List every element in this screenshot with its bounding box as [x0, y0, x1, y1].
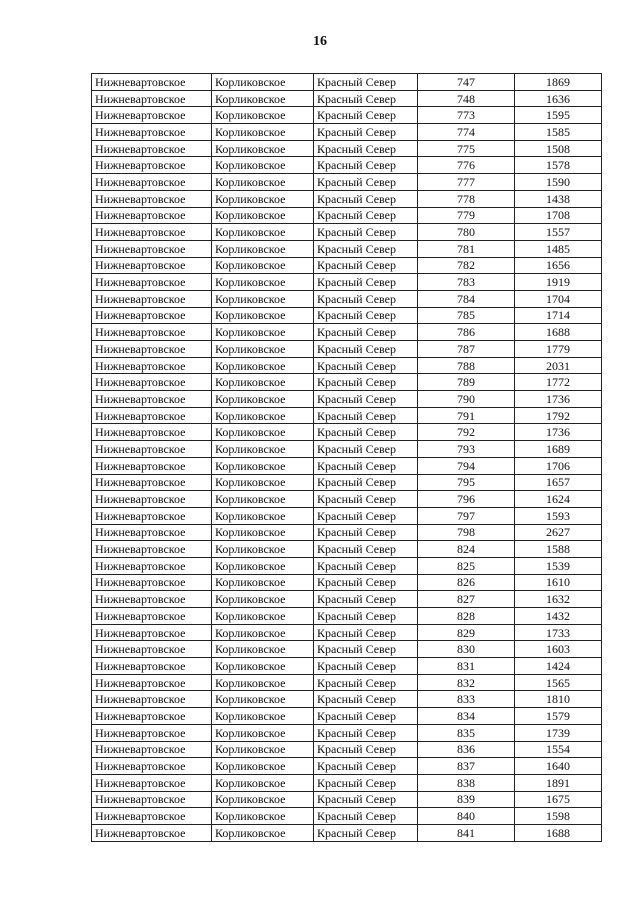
table-row — [92, 524, 602, 541]
well-number-cell: 839 — [418, 791, 515, 808]
table-row — [92, 107, 602, 124]
company-cell: Красный Север — [314, 174, 418, 191]
district-cell: Нижневартовское — [92, 741, 212, 758]
well-number-cell: 835 — [418, 724, 515, 741]
district-cell: Нижневартовское — [92, 441, 212, 458]
company-cell: Красный Север — [314, 574, 418, 591]
table-row — [92, 591, 602, 608]
field-cell: Корликовское — [212, 257, 314, 274]
company-cell: Красный Север — [314, 124, 418, 141]
company-cell: Красный Север — [314, 357, 418, 374]
district-cell: Нижневартовское — [92, 474, 212, 491]
well-number-cell: 782 — [418, 257, 515, 274]
field-cell: Корликовское — [212, 307, 314, 324]
field-cell: Корликовское — [212, 641, 314, 658]
company-cell: Красный Север — [314, 791, 418, 808]
field-cell: Корликовское — [212, 507, 314, 524]
district-cell: Нижневартовское — [92, 691, 212, 708]
depth-cell: 1485 — [515, 240, 602, 257]
district-cell: Нижневартовское — [92, 157, 212, 174]
well-number-cell: 748 — [418, 90, 515, 107]
depth-cell: 1595 — [515, 107, 602, 124]
company-cell: Красный Север — [314, 391, 418, 408]
well-number-cell: 783 — [418, 274, 515, 291]
depth-cell: 1557 — [515, 224, 602, 241]
depth-cell: 1588 — [515, 541, 602, 558]
table-row — [92, 758, 602, 775]
district-cell: Нижневартовское — [92, 424, 212, 441]
company-cell: Красный Север — [314, 474, 418, 491]
field-cell: Корликовское — [212, 274, 314, 291]
company-cell: Красный Север — [314, 491, 418, 508]
depth-cell: 1610 — [515, 574, 602, 591]
page-number: 16 — [313, 34, 327, 49]
company-cell: Красный Север — [314, 374, 418, 391]
table-row — [92, 741, 602, 758]
table-row — [92, 441, 602, 458]
table-row — [92, 240, 602, 257]
table-row — [92, 74, 602, 91]
well-number-cell: 790 — [418, 391, 515, 408]
district-cell: Нижневартовское — [92, 491, 212, 508]
district-cell: Нижневартовское — [92, 808, 212, 825]
district-cell: Нижневартовское — [92, 824, 212, 841]
table-row — [92, 774, 602, 791]
table-row — [92, 224, 602, 241]
depth-cell: 1779 — [515, 341, 602, 358]
company-cell: Красный Север — [314, 74, 418, 91]
table-row — [92, 641, 602, 658]
well-number-cell: 829 — [418, 624, 515, 641]
company-cell: Красный Север — [314, 407, 418, 424]
field-cell: Корликовское — [212, 457, 314, 474]
depth-cell: 2627 — [515, 524, 602, 541]
depth-cell: 1736 — [515, 391, 602, 408]
field-cell: Корликовское — [212, 541, 314, 558]
table-row — [92, 557, 602, 574]
table-row — [92, 491, 602, 508]
table-row — [92, 724, 602, 741]
well-number-cell: 824 — [418, 541, 515, 558]
table-row — [92, 307, 602, 324]
field-cell: Корликовское — [212, 124, 314, 141]
well-number-cell: 778 — [418, 190, 515, 207]
depth-cell: 1640 — [515, 758, 602, 775]
depth-cell: 1657 — [515, 474, 602, 491]
field-cell: Корликовское — [212, 174, 314, 191]
well-number-cell: 797 — [418, 507, 515, 524]
district-cell: Нижневартовское — [92, 290, 212, 307]
well-number-cell: 773 — [418, 107, 515, 124]
company-cell: Красный Север — [314, 207, 418, 224]
table-row — [92, 124, 602, 141]
depth-cell: 1689 — [515, 441, 602, 458]
company-cell: Красный Север — [314, 90, 418, 107]
table-row — [92, 674, 602, 691]
depth-cell: 1603 — [515, 641, 602, 658]
well-number-cell: 837 — [418, 758, 515, 775]
well-number-cell: 791 — [418, 407, 515, 424]
well-number-cell: 789 — [418, 374, 515, 391]
field-cell: Корликовское — [212, 240, 314, 257]
field-cell: Корликовское — [212, 90, 314, 107]
field-cell: Корликовское — [212, 157, 314, 174]
district-cell: Нижневартовское — [92, 124, 212, 141]
table-row — [92, 608, 602, 625]
depth-cell: 1675 — [515, 791, 602, 808]
field-cell: Корликовское — [212, 491, 314, 508]
company-cell: Красный Север — [314, 441, 418, 458]
well-number-cell: 833 — [418, 691, 515, 708]
depth-cell: 1565 — [515, 674, 602, 691]
well-number-cell: 794 — [418, 457, 515, 474]
table-row — [92, 407, 602, 424]
depth-cell: 1632 — [515, 591, 602, 608]
field-cell: Корликовское — [212, 724, 314, 741]
table-row — [92, 190, 602, 207]
table-row — [92, 541, 602, 558]
well-number-cell: 795 — [418, 474, 515, 491]
well-number-cell: 830 — [418, 641, 515, 658]
table-row — [92, 391, 602, 408]
table-row — [92, 507, 602, 524]
well-number-cell: 781 — [418, 240, 515, 257]
well-number-cell: 774 — [418, 124, 515, 141]
field-cell: Корликовское — [212, 574, 314, 591]
field-cell: Корликовское — [212, 224, 314, 241]
table-row — [92, 574, 602, 591]
table-row — [92, 174, 602, 191]
well-number-cell: 798 — [418, 524, 515, 541]
table-row — [92, 274, 602, 291]
field-cell: Корликовское — [212, 557, 314, 574]
depth-cell: 1714 — [515, 307, 602, 324]
company-cell: Красный Север — [314, 524, 418, 541]
district-cell: Нижневартовское — [92, 357, 212, 374]
district-cell: Нижневартовское — [92, 674, 212, 691]
table-row — [92, 157, 602, 174]
field-cell: Корликовское — [212, 140, 314, 157]
company-cell: Красный Север — [314, 674, 418, 691]
table-row — [92, 374, 602, 391]
field-cell: Корликовское — [212, 658, 314, 675]
district-cell: Нижневартовское — [92, 274, 212, 291]
depth-cell: 1869 — [515, 74, 602, 91]
district-cell: Нижневартовское — [92, 107, 212, 124]
district-cell: Нижневартовское — [92, 74, 212, 91]
field-cell: Корликовское — [212, 674, 314, 691]
field-cell: Корликовское — [212, 290, 314, 307]
depth-cell: 2031 — [515, 357, 602, 374]
depth-cell: 1733 — [515, 624, 602, 641]
well-number-cell: 831 — [418, 658, 515, 675]
depth-cell: 1539 — [515, 557, 602, 574]
field-cell: Корликовское — [212, 691, 314, 708]
company-cell: Красный Север — [314, 324, 418, 341]
field-cell: Корликовское — [212, 808, 314, 825]
district-cell: Нижневартовское — [92, 224, 212, 241]
table-row — [92, 474, 602, 491]
district-cell: Нижневартовское — [92, 307, 212, 324]
depth-cell: 1739 — [515, 724, 602, 741]
field-cell: Корликовское — [212, 324, 314, 341]
well-number-cell: 786 — [418, 324, 515, 341]
company-cell: Красный Север — [314, 724, 418, 741]
table-row — [92, 341, 602, 358]
well-number-cell: 827 — [418, 591, 515, 608]
well-number-cell: 841 — [418, 824, 515, 841]
well-number-cell: 779 — [418, 207, 515, 224]
depth-cell: 1508 — [515, 140, 602, 157]
field-cell: Корликовское — [212, 474, 314, 491]
depth-cell: 1919 — [515, 274, 602, 291]
well-number-cell: 840 — [418, 808, 515, 825]
field-cell: Корликовское — [212, 741, 314, 758]
district-cell: Нижневартовское — [92, 207, 212, 224]
district-cell: Нижневартовское — [92, 257, 212, 274]
field-cell: Корликовское — [212, 74, 314, 91]
well-number-cell: 777 — [418, 174, 515, 191]
table-row — [92, 708, 602, 725]
district-cell: Нижневартовское — [92, 574, 212, 591]
well-number-cell: 747 — [418, 74, 515, 91]
company-cell: Красный Север — [314, 591, 418, 608]
depth-cell: 1578 — [515, 157, 602, 174]
depth-cell: 1792 — [515, 407, 602, 424]
depth-cell: 1579 — [515, 708, 602, 725]
well-number-cell: 775 — [418, 140, 515, 157]
table-row — [92, 140, 602, 157]
company-cell: Красный Север — [314, 257, 418, 274]
depth-cell: 1736 — [515, 424, 602, 441]
depth-cell: 1424 — [515, 658, 602, 675]
company-cell: Красный Север — [314, 741, 418, 758]
company-cell: Красный Север — [314, 424, 418, 441]
company-cell: Красный Север — [314, 808, 418, 825]
district-cell: Нижневартовское — [92, 708, 212, 725]
district-cell: Нижневартовское — [92, 507, 212, 524]
company-cell: Красный Север — [314, 758, 418, 775]
field-cell: Корликовское — [212, 407, 314, 424]
district-cell: Нижневартовское — [92, 608, 212, 625]
well-number-cell: 776 — [418, 157, 515, 174]
company-cell: Красный Север — [314, 274, 418, 291]
depth-cell: 1810 — [515, 691, 602, 708]
field-cell: Корликовское — [212, 374, 314, 391]
well-number-cell: 825 — [418, 557, 515, 574]
district-cell: Нижневартовское — [92, 524, 212, 541]
district-cell: Нижневартовское — [92, 324, 212, 341]
company-cell: Красный Север — [314, 624, 418, 641]
company-cell: Красный Север — [314, 691, 418, 708]
table-row — [92, 324, 602, 341]
district-cell: Нижневартовское — [92, 591, 212, 608]
field-cell: Корликовское — [212, 207, 314, 224]
district-cell: Нижневартовское — [92, 541, 212, 558]
table-row — [92, 457, 602, 474]
district-cell: Нижневартовское — [92, 407, 212, 424]
table-row — [92, 808, 602, 825]
depth-cell: 1706 — [515, 457, 602, 474]
district-cell: Нижневартовское — [92, 641, 212, 658]
field-cell: Корликовское — [212, 708, 314, 725]
depth-cell: 1590 — [515, 174, 602, 191]
depth-cell: 1554 — [515, 741, 602, 758]
depth-cell: 1704 — [515, 290, 602, 307]
district-cell: Нижневартовское — [92, 90, 212, 107]
district-cell: Нижневартовское — [92, 457, 212, 474]
depth-cell: 1688 — [515, 824, 602, 841]
district-cell: Нижневартовское — [92, 341, 212, 358]
field-cell: Корликовское — [212, 608, 314, 625]
field-cell: Корликовское — [212, 791, 314, 808]
well-number-cell: 787 — [418, 341, 515, 358]
company-cell: Красный Север — [314, 457, 418, 474]
depth-cell: 1636 — [515, 90, 602, 107]
district-cell: Нижневартовское — [92, 190, 212, 207]
company-cell: Красный Север — [314, 774, 418, 791]
district-cell: Нижневартовское — [92, 758, 212, 775]
district-cell: Нижневартовское — [92, 658, 212, 675]
well-registry-table — [91, 73, 602, 842]
depth-cell: 1598 — [515, 808, 602, 825]
well-number-cell: 785 — [418, 307, 515, 324]
depth-cell: 1585 — [515, 124, 602, 141]
table-row — [92, 791, 602, 808]
field-cell: Корликовское — [212, 441, 314, 458]
field-cell: Корликовское — [212, 824, 314, 841]
district-cell: Нижневартовское — [92, 791, 212, 808]
table-row — [92, 90, 602, 107]
district-cell: Нижневартовское — [92, 557, 212, 574]
depth-cell: 1656 — [515, 257, 602, 274]
well-number-cell: 836 — [418, 741, 515, 758]
table-row — [92, 658, 602, 675]
field-cell: Корликовское — [212, 424, 314, 441]
well-number-cell: 826 — [418, 574, 515, 591]
table-row — [92, 824, 602, 841]
well-number-cell: 792 — [418, 424, 515, 441]
table-body — [92, 74, 602, 842]
table-row — [92, 357, 602, 374]
well-number-cell: 828 — [418, 608, 515, 625]
depth-cell: 1624 — [515, 491, 602, 508]
district-cell: Нижневартовское — [92, 140, 212, 157]
well-number-cell: 788 — [418, 357, 515, 374]
field-cell: Корликовское — [212, 190, 314, 207]
company-cell: Красный Север — [314, 341, 418, 358]
district-cell: Нижневартовское — [92, 391, 212, 408]
depth-cell: 1772 — [515, 374, 602, 391]
field-cell: Корликовское — [212, 107, 314, 124]
district-cell: Нижневартовское — [92, 774, 212, 791]
table-row — [92, 691, 602, 708]
district-cell: Нижневартовское — [92, 240, 212, 257]
field-cell: Корликовское — [212, 758, 314, 775]
district-cell: Нижневартовское — [92, 724, 212, 741]
company-cell: Красный Север — [314, 107, 418, 124]
table-row — [92, 624, 602, 641]
table-row — [92, 290, 602, 307]
company-cell: Красный Север — [314, 507, 418, 524]
district-cell: Нижневартовское — [92, 624, 212, 641]
field-cell: Корликовское — [212, 591, 314, 608]
company-cell: Красный Север — [314, 641, 418, 658]
well-number-cell: 838 — [418, 774, 515, 791]
field-cell: Корликовское — [212, 624, 314, 641]
depth-cell: 1708 — [515, 207, 602, 224]
well-number-cell: 780 — [418, 224, 515, 241]
table-row — [92, 257, 602, 274]
district-cell: Нижневартовское — [92, 374, 212, 391]
field-cell: Корликовское — [212, 357, 314, 374]
depth-cell: 1688 — [515, 324, 602, 341]
field-cell: Корликовское — [212, 341, 314, 358]
depth-cell: 1593 — [515, 507, 602, 524]
company-cell: Красный Север — [314, 157, 418, 174]
table-row — [92, 207, 602, 224]
company-cell: Красный Север — [314, 658, 418, 675]
company-cell: Красный Север — [314, 608, 418, 625]
district-cell: Нижневартовское — [92, 174, 212, 191]
company-cell: Красный Север — [314, 290, 418, 307]
field-cell: Корликовское — [212, 774, 314, 791]
well-number-cell: 832 — [418, 674, 515, 691]
field-cell: Корликовское — [212, 524, 314, 541]
depth-cell: 1438 — [515, 190, 602, 207]
well-number-cell: 796 — [418, 491, 515, 508]
company-cell: Красный Север — [314, 224, 418, 241]
depth-cell: 1432 — [515, 608, 602, 625]
company-cell: Красный Север — [314, 140, 418, 157]
table-row — [92, 424, 602, 441]
company-cell: Красный Север — [314, 190, 418, 207]
well-number-cell: 834 — [418, 708, 515, 725]
company-cell: Красный Север — [314, 557, 418, 574]
company-cell: Красный Север — [314, 708, 418, 725]
company-cell: Красный Север — [314, 541, 418, 558]
field-cell: Корликовское — [212, 391, 314, 408]
well-number-cell: 784 — [418, 290, 515, 307]
company-cell: Красный Север — [314, 824, 418, 841]
company-cell: Красный Север — [314, 307, 418, 324]
company-cell: Красный Север — [314, 240, 418, 257]
depth-cell: 1891 — [515, 774, 602, 791]
well-number-cell: 793 — [418, 441, 515, 458]
